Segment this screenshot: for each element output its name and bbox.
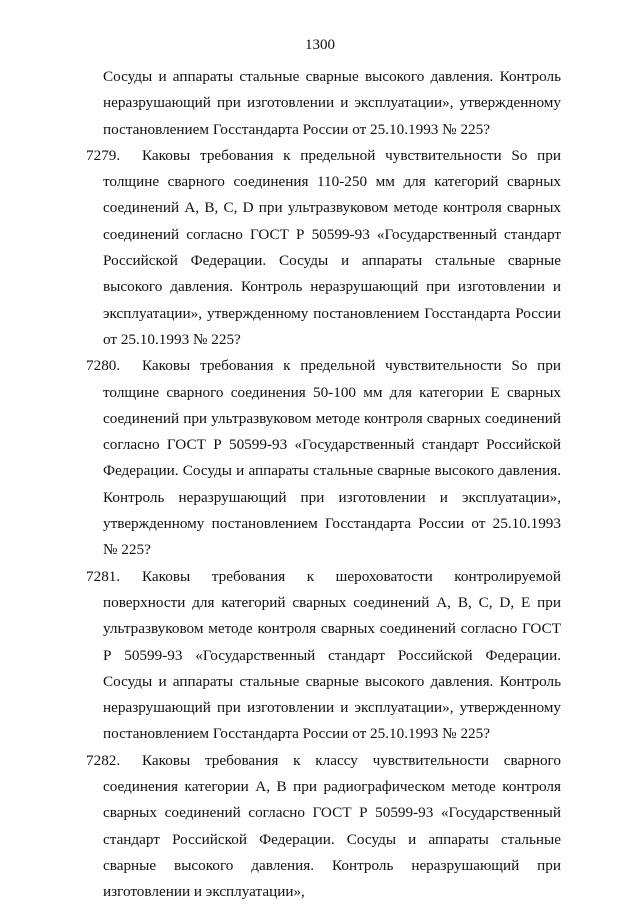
question-text: Каковы требования к классу чувствительности сварного соединения категории A, B при радиографическом методе контроля сварных соединений согласно ГОСТ Р 50599-93 «Государственный стандарт Российской Федерации. Сосуды и аппараты стальные сварные высокого давления. Контроль неразрушающий при изготовлении и эксплуатации», xyxy=(103,751,561,901)
question-text: Каковы требования к предельной чувствительности So при толщине сварного соединения 50-100 мм для категории E сварных соединений при ультразвуковом методе контроля сварных соединений согласно ГОСТ Р 50599-93 «Государственный стандарт Российской Федерации. Сосуды и аппараты стальные сварные высокого давления. Контроль неразрушающий при изготовлении и эксплуатации», утвержденному постановлением Госстандарта России от 25.10.1993 № 225? xyxy=(103,357,561,559)
page-content xyxy=(86,64,561,906)
question-item-7279 xyxy=(86,143,561,353)
question-text: Каковы требования к предельной чувствительности So при толщине сварного соединения 110-250 мм для категорий сварных соединений A, B, C, D при ультразвуковом методе контроля сварных соединений согласно ГОСТ Р 50599-93 «Государственный стандарт Российской Федерации. Сосуды и аппараты стальные сварные высокого давления. Контроль неразрушающий при изготовлении и эксплуатации», утвержденному постановлением Госстандарта России от 25.10.1993 № 225? xyxy=(103,146,561,348)
question-number: 7282. xyxy=(86,751,121,769)
question-number: 7280. xyxy=(86,357,121,375)
continuation-paragraph: Сосуды и аппараты стальные сварные высокого давления. Контроль неразрушающий при изготовлении и эксплуатации», утвержденному постановлением Госстандарта России от 25.10.1993 № 225? xyxy=(103,68,561,138)
page-number: 1300 xyxy=(305,37,335,53)
question-item-7281 xyxy=(86,564,561,748)
question-item-7282 xyxy=(86,748,561,906)
question-text: Каковы требования к шероховатости контролируемой поверхности для категорий сварных соединений A, B, C, D, E при ультразвуковом методе контроля сварных соединений согласно ГОСТ Р 50599-93 «Государственный стандарт Российской Федерации. Сосуды и аппараты стальные сварные высокого давления. Контроль неразрушающий при изготовлении и эксплуатации», утвержденному постановлением Госстандарта России от 25.10.1993 № 225? xyxy=(103,567,561,743)
question-item-7280 xyxy=(86,353,561,563)
question-number: 7281. xyxy=(86,567,121,585)
question-number: 7279. xyxy=(86,146,121,164)
